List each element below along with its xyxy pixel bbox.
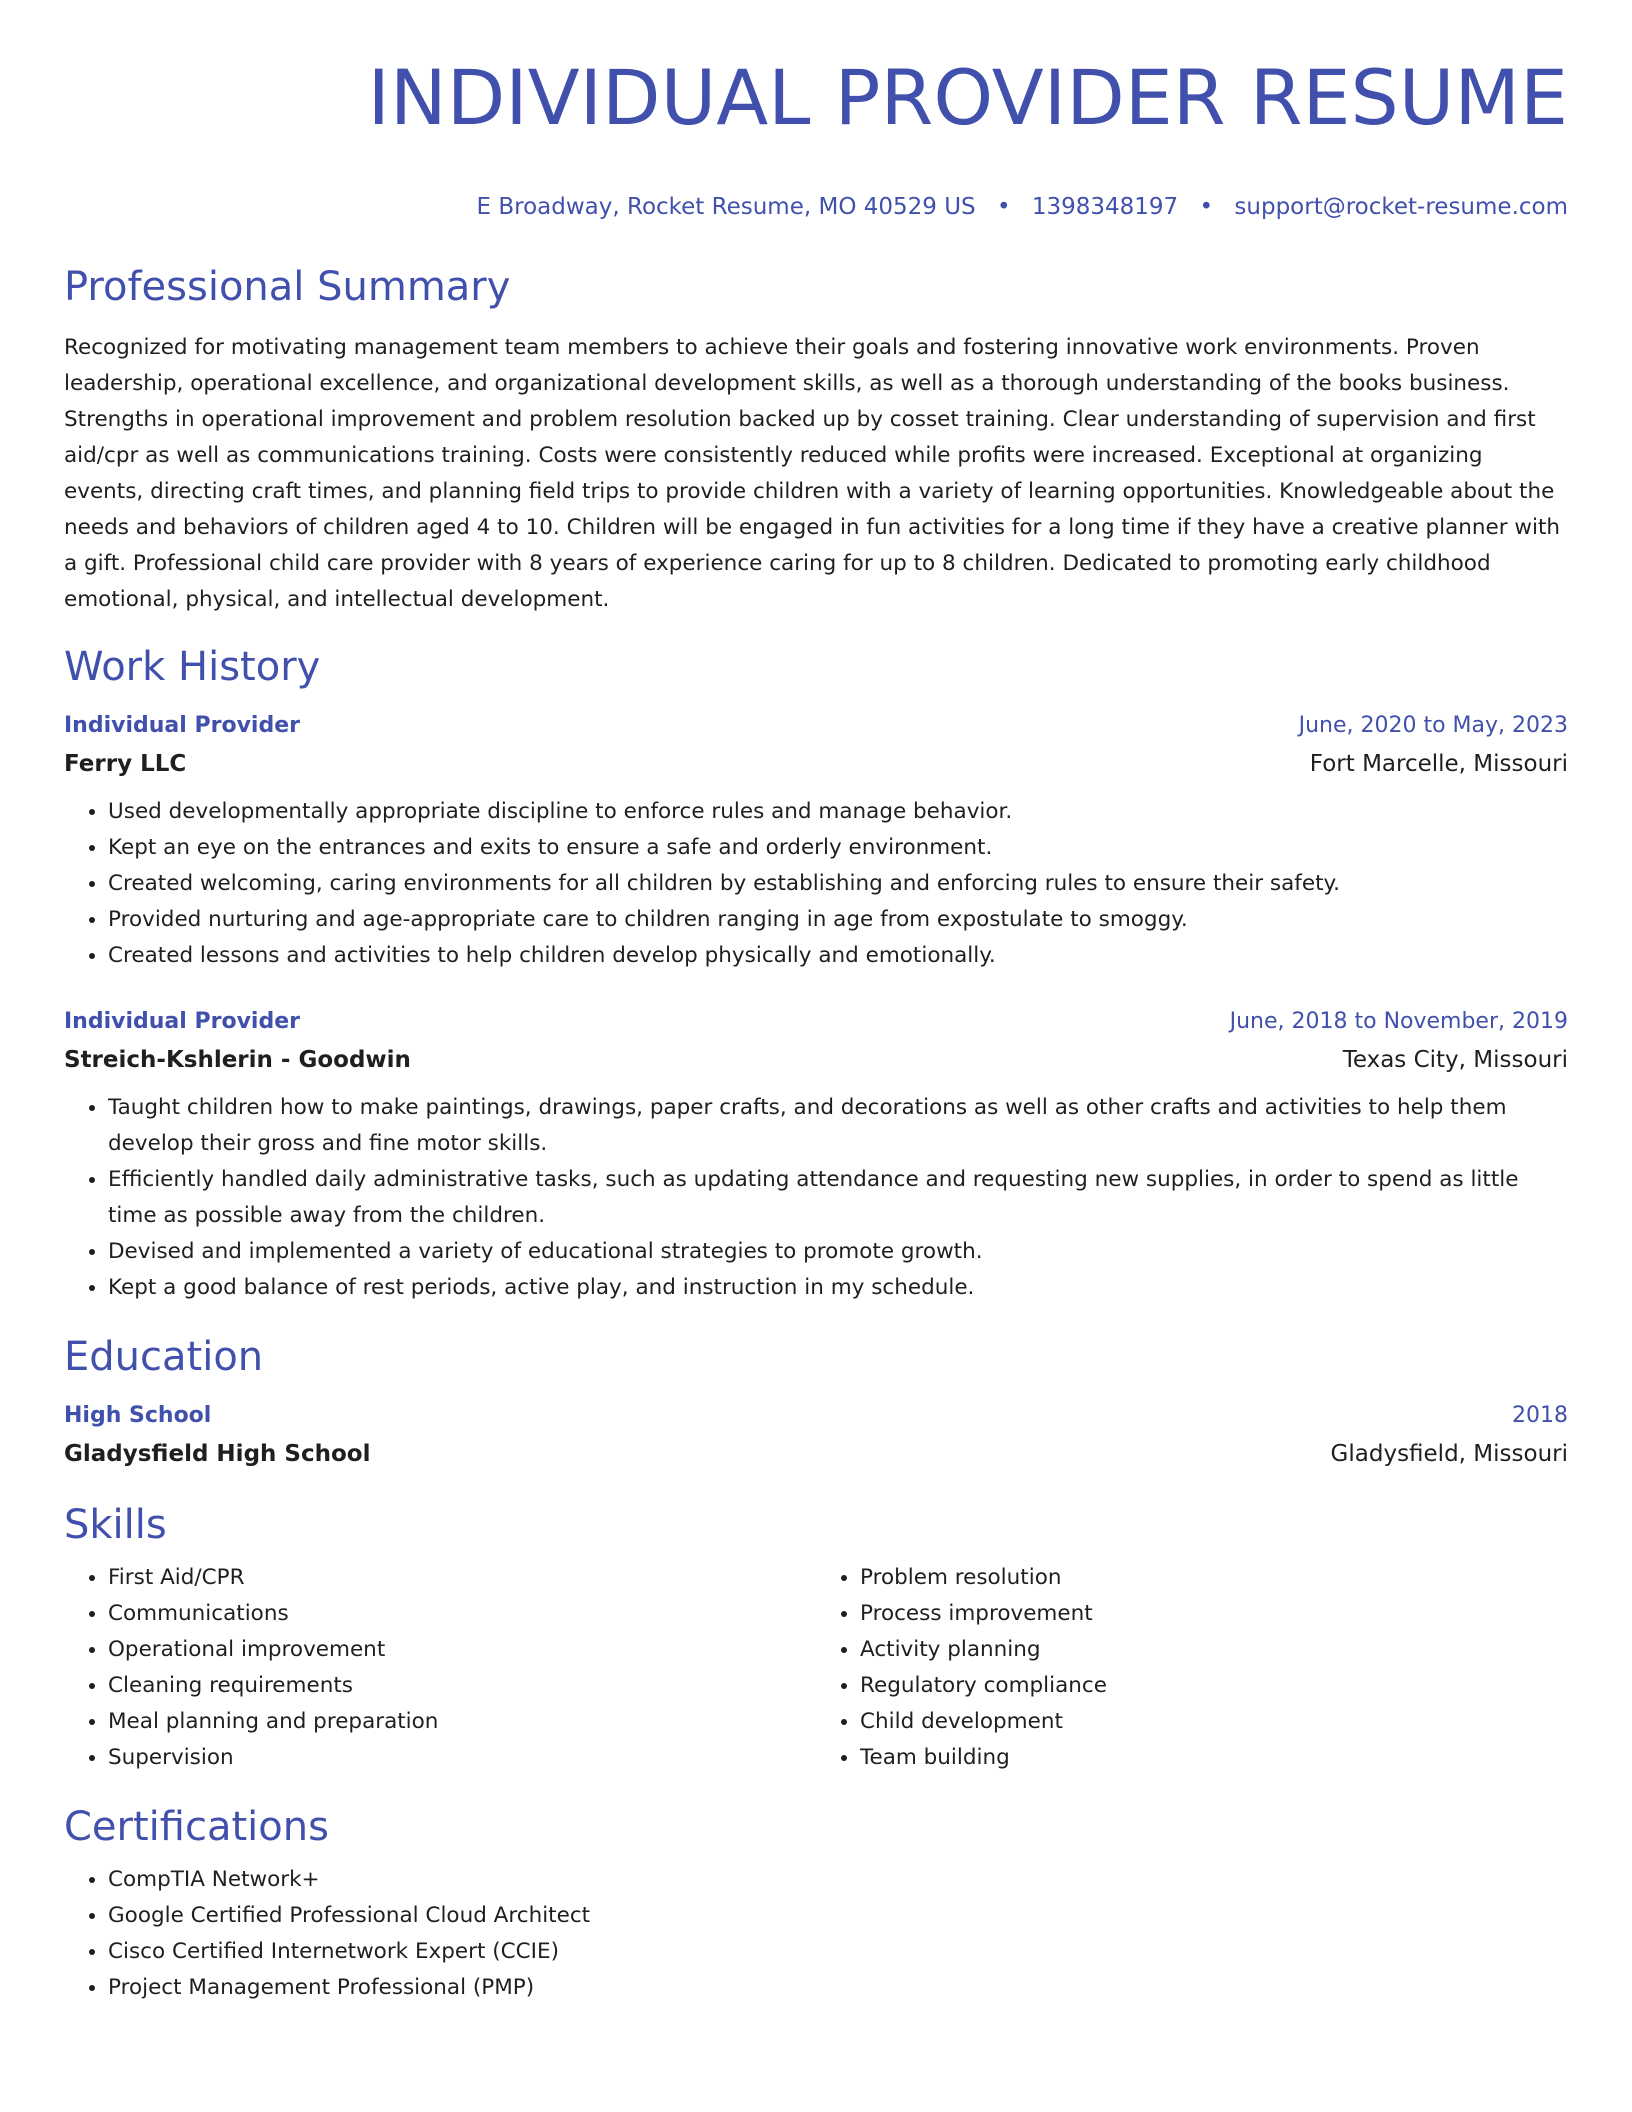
skill-item: • Process improvement [860,1596,1568,1632]
job-bullet: • Kept an eye on the entrances and exits to ensure a safe and orderly environment. [108,830,1568,866]
skill-item: • Problem resolution [860,1560,1568,1596]
contact-email: support@rocket-resume.com [1234,194,1568,220]
education-degree: High School [64,1403,212,1428]
job-role: Individual Provider [64,713,300,738]
certification-item: • Cisco Certified Internetwork Expert (CCIE) [108,1934,1568,1970]
job-bullets [64,794,1568,974]
skill-item: • Activity planning [860,1632,1568,1668]
skill-item: • Communications [108,1596,816,1632]
job-bullet: • Created welcoming, caring environments for all children by establishing and enforcing rules to ensure their safety. [108,866,1568,902]
job-company: Ferry LLC [64,751,187,777]
skill-item: • Regulatory compliance [860,1668,1568,1704]
summary-heading: Professional Summary [64,264,511,310]
certification-item: • Project Management Professional (PMP) [108,1970,1568,2006]
skills-column-right [816,1560,1568,1776]
work-history-heading: Work History [64,644,321,690]
job-header-row [64,708,1568,744]
skill-item: • Operational improvement [108,1632,816,1668]
job-location: Texas City, Missouri [1342,1047,1568,1073]
contact-phone: 1398348197 [1031,194,1179,220]
education-location: Gladysfield, Missouri [1330,1441,1568,1467]
certification-item: • CompTIA Network+ [108,1862,1568,1898]
skills-list [64,1560,816,1776]
job-location: Fort Marcelle, Missouri [1309,751,1568,777]
skills-section [64,1500,1568,1776]
job-dates: June, 2018 to November, 2019 [1229,1009,1568,1034]
skill-item: • First Aid/CPR [108,1560,816,1596]
resume-title: INDIVIDUAL PROVIDER RESUME [367,53,1568,142]
job-bullet: • Used developmentally appropriate discipline to enforce rules and manage behavior. [108,794,1568,830]
contact-address: E Broadway, Rocket Resume, MO 40529 US [476,194,976,220]
job-entry [64,708,1568,974]
job-company-row [64,744,1568,784]
skills-list [816,1560,1568,1776]
education-section [64,1332,1568,1474]
job-bullet: • Devised and implemented a variety of educational strategies to promote growth. [108,1234,1568,1270]
contact-separator: • [1199,194,1214,220]
certification-item: • Google Certified Professional Cloud Architect [108,1898,1568,1934]
education-school: Gladysfield High School [64,1441,371,1467]
job-bullet: • Provided nurturing and age-appropriate care to children ranging in age from expostulate to smoggy. [108,902,1568,938]
education-school-row [64,1434,1568,1474]
resume-header [64,50,1568,222]
certifications-section [64,1802,1568,2006]
certifications-list [64,1862,1568,2006]
contact-separator: • [996,194,1011,220]
education-entry [64,1398,1568,1474]
job-bullet: • Efficiently handled daily administrative tasks, such as updating attendance and requesting new supplies, in order to spend as little time as possible away from the children. [108,1162,1568,1234]
work-history-section [64,642,1568,1306]
job-bullet: • Kept a good balance of rest periods, active play, and instruction in my schedule. [108,1270,1568,1306]
skill-item: • Meal planning and preparation [108,1704,816,1740]
job-bullets [64,1090,1568,1306]
job-header-row [64,1004,1568,1040]
skill-item: • Team building [860,1740,1568,1776]
skills-column-left [64,1560,816,1776]
skill-item: • Child development [860,1704,1568,1740]
job-bullet: • Taught children how to make paintings, drawings, paper crafts, and decorations as well as other crafts and activities to help them develop their gross and fine motor skills. [108,1090,1568,1162]
skill-item: • Supervision [108,1740,816,1776]
job-company: Streich-Kshlerin - Goodwin [64,1047,411,1073]
job-entry [64,1004,1568,1306]
certifications-heading: Certifications [64,1804,329,1850]
skill-item: • Cleaning requirements [108,1668,816,1704]
summary-section [64,262,1568,618]
summary-text: Recognized for motivating management team members to achieve their goals and fostering innovative work environments. Proven leadership, operational excellence, and organizational development skills, as well as a thorough understanding of the books business. Strengths in operational improvement and problem resolution backed up by cosset training. Clear understanding of supervision and first aid/cpr as well as communications training. Costs were consistently reduced while profits were increased. Exceptional at organizing events, directing craft times, and planning field trips to provide children with a variety of learning opportunities. Knowledgeable about the needs and behaviors of children aged 4 to 10. Children will be engaged in fun activities for a long time if they have a creative planner with a gift. Professional child care provider with 8 years of experience caring for up to 8 children. Dedicated to promoting early childhood emotional, physical, and intellectual development. [64,335,1561,612]
contact-line [64,192,1568,222]
job-company-row [64,1040,1568,1080]
education-header-row [64,1398,1568,1434]
skills-heading: Skills [64,1502,167,1548]
job-bullet: • Created lessons and activities to help children develop physically and emotionally. [108,938,1568,974]
job-role: Individual Provider [64,1009,300,1034]
job-dates: June, 2020 to May, 2023 [1298,713,1568,738]
education-year: 2018 [1512,1403,1568,1428]
skills-columns [64,1560,1568,1776]
education-heading: Education [64,1334,264,1380]
